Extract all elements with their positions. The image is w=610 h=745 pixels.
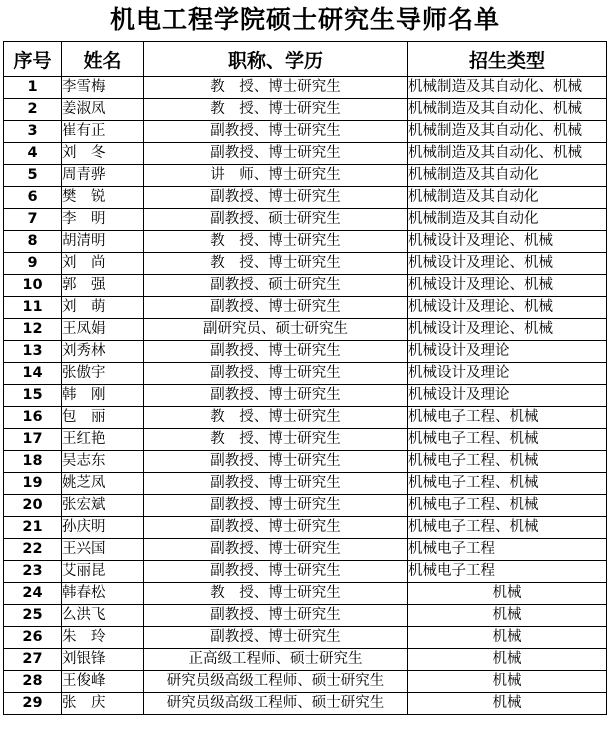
row-type-cell: 机械制造及其自动化、机械: [408, 77, 607, 99]
row-title-cell: 研究员级高级工程师、硕士研究生: [144, 671, 408, 693]
table-row: [4, 341, 607, 363]
row-title-cell: 副教授、博士研究生: [144, 451, 408, 473]
table-row: [4, 451, 607, 473]
row-type-cell: 机械制造及其自动化: [408, 187, 607, 209]
row-number-cell: 7: [4, 209, 62, 231]
row-number-cell: 17: [4, 429, 62, 451]
row-title-cell: 副教授、博士研究生: [144, 605, 408, 627]
row-number-cell: 9: [4, 253, 62, 275]
header-name: 姓名: [62, 42, 144, 77]
row-name-cell: 韩 刚: [62, 385, 144, 407]
row-title-cell: 副教授、博士研究生: [144, 495, 408, 517]
row-number-cell: 24: [4, 583, 62, 605]
row-name-cell: 艾丽昆: [62, 561, 144, 583]
row-number-cell: 5: [4, 165, 62, 187]
row-type-cell: 机械电子工程、机械: [408, 451, 607, 473]
table-header-row: [4, 42, 607, 77]
table-row: [4, 385, 607, 407]
row-number-cell: 15: [4, 385, 62, 407]
row-type-cell: 机械设计及理论: [408, 341, 607, 363]
row-type-cell: 机械: [408, 605, 607, 627]
table-row: [4, 231, 607, 253]
row-title-cell: 副教授、博士研究生: [144, 473, 408, 495]
row-number-cell: 22: [4, 539, 62, 561]
table-row: [4, 429, 607, 451]
row-name-cell: 张宏斌: [62, 495, 144, 517]
table-row: [4, 297, 607, 319]
row-type-cell: 机械: [408, 649, 607, 671]
row-type-cell: 机械电子工程、机械: [408, 407, 607, 429]
row-name-cell: 包 丽: [62, 407, 144, 429]
table-row: [4, 165, 607, 187]
row-number-cell: 21: [4, 517, 62, 539]
table-row: [4, 583, 607, 605]
row-name-cell: 樊 锐: [62, 187, 144, 209]
row-title-cell: 副教授、博士研究生: [144, 143, 408, 165]
table-row: [4, 693, 607, 715]
row-type-cell: 机械制造及其自动化、机械: [408, 99, 607, 121]
row-number-cell: 20: [4, 495, 62, 517]
row-type-cell: 机械电子工程、机械: [408, 473, 607, 495]
row-type-cell: 机械设计及理论、机械: [408, 297, 607, 319]
row-number-cell: 6: [4, 187, 62, 209]
row-type-cell: 机械制造及其自动化、机械: [408, 121, 607, 143]
row-number-cell: 2: [4, 99, 62, 121]
table-body: [4, 77, 607, 715]
row-name-cell: 刘 尚: [62, 253, 144, 275]
row-title-cell: 副教授、硕士研究生: [144, 275, 408, 297]
row-type-cell: 机械设计及理论、机械: [408, 253, 607, 275]
row-type-cell: 机械设计及理论: [408, 363, 607, 385]
row-number-cell: 13: [4, 341, 62, 363]
row-title-cell: 副教授、博士研究生: [144, 385, 408, 407]
row-type-cell: 机械: [408, 627, 607, 649]
table-row: [4, 363, 607, 385]
row-type-cell: 机械电子工程: [408, 539, 607, 561]
row-type-cell: 机械: [408, 693, 607, 715]
row-name-cell: 王红艳: [62, 429, 144, 451]
row-name-cell: 姜淑凤: [62, 99, 144, 121]
row-name-cell: 刘秀林: [62, 341, 144, 363]
row-number-cell: 29: [4, 693, 62, 715]
row-number-cell: 23: [4, 561, 62, 583]
row-name-cell: 吴志东: [62, 451, 144, 473]
table-row: [4, 319, 607, 341]
row-title-cell: 教 授、博士研究生: [144, 253, 408, 275]
row-title-cell: 副教授、博士研究生: [144, 561, 408, 583]
row-title-cell: 副教授、博士研究生: [144, 627, 408, 649]
row-title-cell: 副教授、博士研究生: [144, 539, 408, 561]
row-type-cell: 机械制造及其自动化、机械: [408, 143, 607, 165]
row-name-cell: 周青骅: [62, 165, 144, 187]
table-row: [4, 561, 607, 583]
row-name-cell: 韩春松: [62, 583, 144, 605]
row-name-cell: 张 庆: [62, 693, 144, 715]
row-name-cell: 李雪梅: [62, 77, 144, 99]
row-title-cell: 讲 师、博士研究生: [144, 165, 408, 187]
row-type-cell: 机械制造及其自动化: [408, 165, 607, 187]
row-name-cell: 朱 玲: [62, 627, 144, 649]
row-type-cell: 机械: [408, 583, 607, 605]
table-row: [4, 495, 607, 517]
row-title-cell: 副教授、博士研究生: [144, 187, 408, 209]
table-row: [4, 407, 607, 429]
row-number-cell: 12: [4, 319, 62, 341]
row-type-cell: 机械电子工程、机械: [408, 517, 607, 539]
row-title-cell: 教 授、博士研究生: [144, 99, 408, 121]
row-title-cell: 教 授、博士研究生: [144, 583, 408, 605]
row-number-cell: 25: [4, 605, 62, 627]
header-number: 序号: [4, 42, 62, 77]
row-title-cell: 副教授、博士研究生: [144, 517, 408, 539]
table-row: [4, 143, 607, 165]
row-type-cell: 机械电子工程、机械: [408, 429, 607, 451]
table-row: [4, 473, 607, 495]
table-row: [4, 275, 607, 297]
row-title-cell: 教 授、博士研究生: [144, 407, 408, 429]
table-row: [4, 209, 607, 231]
row-number-cell: 27: [4, 649, 62, 671]
row-name-cell: 崔有正: [62, 121, 144, 143]
row-number-cell: 26: [4, 627, 62, 649]
row-title-cell: 副教授、博士研究生: [144, 341, 408, 363]
row-number-cell: 3: [4, 121, 62, 143]
row-name-cell: 王俊峰: [62, 671, 144, 693]
row-number-cell: 28: [4, 671, 62, 693]
row-title-cell: 副教授、硕士研究生: [144, 209, 408, 231]
row-number-cell: 14: [4, 363, 62, 385]
row-number-cell: 10: [4, 275, 62, 297]
row-number-cell: 4: [4, 143, 62, 165]
row-name-cell: 姚芝凤: [62, 473, 144, 495]
row-name-cell: 郭 强: [62, 275, 144, 297]
row-number-cell: 1: [4, 77, 62, 99]
row-name-cell: 张傲宇: [62, 363, 144, 385]
table-row: [4, 77, 607, 99]
table-row: [4, 187, 607, 209]
row-name-cell: 孙庆明: [62, 517, 144, 539]
row-title-cell: 副研究员、硕士研究生: [144, 319, 408, 341]
header-title-degree: 职称、学历: [144, 42, 408, 77]
table-row: [4, 121, 607, 143]
row-type-cell: 机械: [408, 671, 607, 693]
table-row: [4, 539, 607, 561]
supervisor-table: [3, 41, 607, 715]
row-number-cell: 8: [4, 231, 62, 253]
row-title-cell: 研究员级高级工程师、硕士研究生: [144, 693, 408, 715]
row-name-cell: 刘 冬: [62, 143, 144, 165]
row-name-cell: 刘 萌: [62, 297, 144, 319]
row-name-cell: 么洪飞: [62, 605, 144, 627]
row-type-cell: 机械设计及理论、机械: [408, 319, 607, 341]
row-number-cell: 19: [4, 473, 62, 495]
row-title-cell: 教 授、博士研究生: [144, 429, 408, 451]
table-row: [4, 517, 607, 539]
row-title-cell: 正高级工程师、硕士研究生: [144, 649, 408, 671]
row-name-cell: 刘银锋: [62, 649, 144, 671]
row-number-cell: 18: [4, 451, 62, 473]
table-row: [4, 605, 607, 627]
table-row: [4, 649, 607, 671]
row-name-cell: 李 明: [62, 209, 144, 231]
row-number-cell: 16: [4, 407, 62, 429]
header-enrollment-type: 招生类型: [408, 42, 607, 77]
table-row: [4, 671, 607, 693]
table-row: [4, 627, 607, 649]
row-name-cell: 王兴国: [62, 539, 144, 561]
table-row: [4, 99, 607, 121]
row-type-cell: 机械制造及其自动化: [408, 209, 607, 231]
row-title-cell: 副教授、博士研究生: [144, 121, 408, 143]
row-title-cell: 教 授、博士研究生: [144, 231, 408, 253]
document-title: 机电工程学院硕士研究生导师名单: [109, 5, 500, 34]
row-type-cell: 机械设计及理论、机械: [408, 275, 607, 297]
row-type-cell: 机械设计及理论: [408, 385, 607, 407]
row-type-cell: 机械电子工程、机械: [408, 495, 607, 517]
row-title-cell: 副教授、博士研究生: [144, 363, 408, 385]
row-title-cell: 教 授、博士研究生: [144, 77, 408, 99]
row-type-cell: 机械设计及理论、机械: [408, 231, 607, 253]
row-name-cell: 胡清明: [62, 231, 144, 253]
row-title-cell: 副教授、博士研究生: [144, 297, 408, 319]
row-name-cell: 王凤娟: [62, 319, 144, 341]
row-number-cell: 11: [4, 297, 62, 319]
table-row: [4, 253, 607, 275]
row-type-cell: 机械电子工程: [408, 561, 607, 583]
